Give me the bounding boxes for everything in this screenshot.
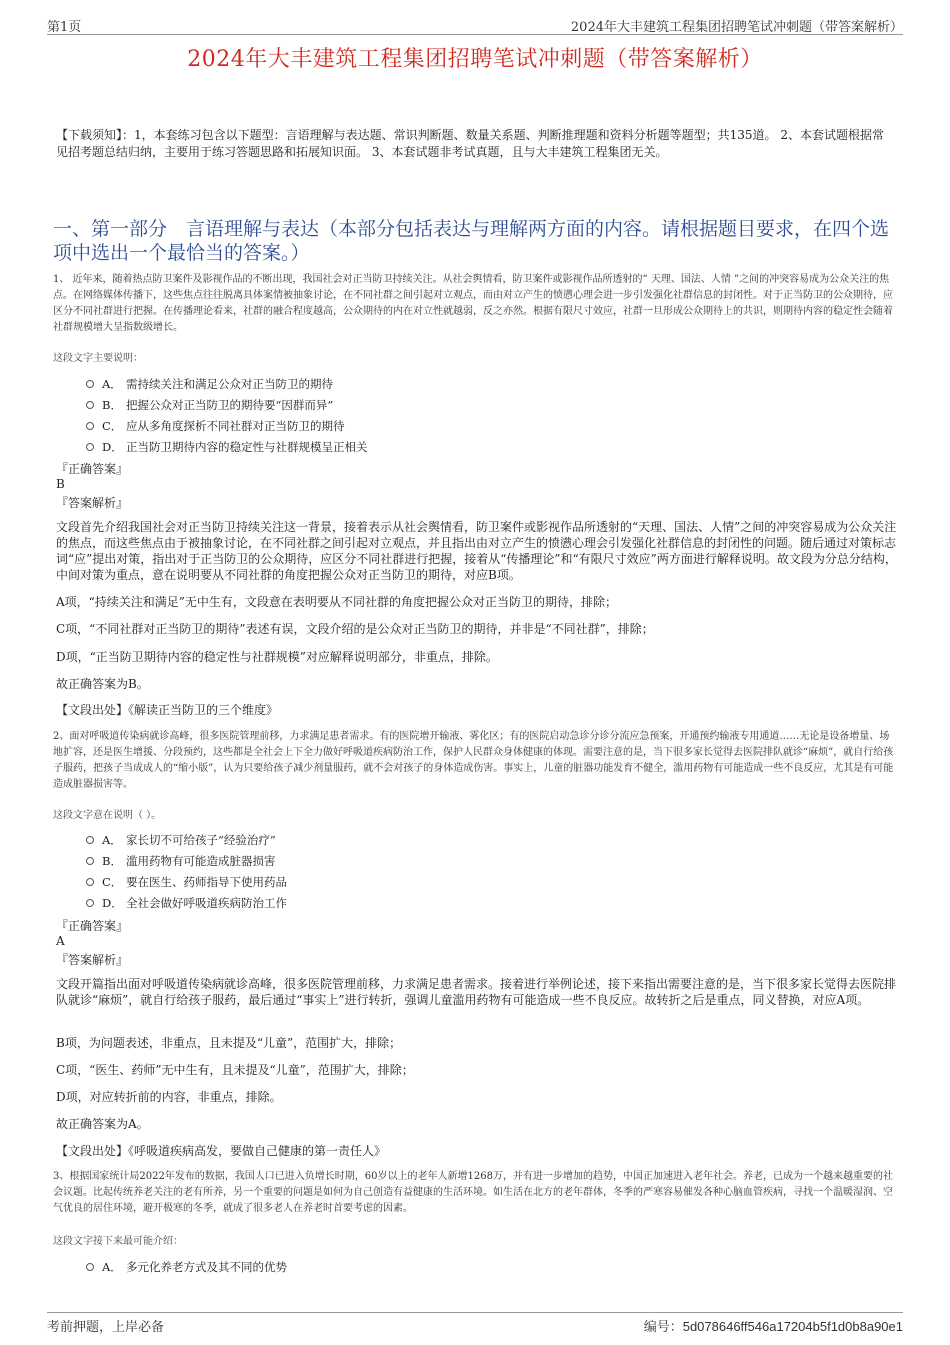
radio-icon[interactable] [86,443,94,451]
header-doc-title: 2024年大丰建筑工程集团招聘笔试冲刺题（带答案解析） [570,20,903,35]
page-header [47,14,903,35]
answer-label: 『正确答案』 [56,919,129,933]
page-footer [47,1312,903,1333]
analysis-line: D项，对应转折前的内容，非重点，排除。 [56,1090,282,1104]
document-code [644,1316,903,1335]
answer-value: A [56,934,65,948]
analysis-label: 『答案解析』 [56,496,129,510]
option-d[interactable]: D． 全社会做好呼吸道疾病防治工作 [86,892,586,913]
page-number: 第1页 [47,20,82,35]
question-3-options [86,1256,586,1277]
analysis-line: C项，“不同社群对正当防卫的期待”表述有误，文段介绍的是公众对正当防卫的期待，并非是“不同社群”，排除； [56,622,654,636]
question-1-hint: 这段文字主要说明： [53,353,143,364]
radio-icon[interactable] [86,422,94,430]
question-3-hint: 这段文字接下来最可能介绍： [53,1236,183,1247]
option-a[interactable]: A． 多元化养老方式及其不同的优势 [86,1256,586,1277]
option-a[interactable]: A． 家长切不可给孩子“经验治疗” [86,829,586,850]
radio-icon[interactable] [86,899,94,907]
question-2-hint: 这段文字意在说明（ ）。 [53,810,162,821]
question-2-text: 2、面对呼吸道传染病就诊高峰，很多医院管理前移，力求满足患者需求。有的医院增开输液、雾化区；有的医院启动急诊分诊分流应急预案，开通预约输液专用通道……无论是设备增量、场地扩容，还是医生增援、分段预约，这些都是全社会上下全力做好呼吸道疾病防治工作，保护人民群众身体健康的体现。需要注意的是，当下很多家长觉得去医院排队就诊“麻烦”，就自行给孩子服药，把孩子当成成人的“缩小版”，认为只要给孩子减少剂量服药，就不会对孩子的身体造成伤害。事实上，儿童的脏器功能发育不健全，滥用药物有可能造成一些不良反应，尤其是有可能造成脏器损害等。 [53,731,894,790]
analysis-line: D项，“正当防卫期待内容的稳定性与社群规模”对应解释说明部分，非重点，排除。 [56,650,498,664]
page-title: 2024年大丰建筑工程集团招聘笔试冲刺题（带答案解析） [187,47,763,72]
analysis-text: 文段首先介绍我国社会对正当防卫持续关注这一背景，接着表示从社会舆情看，防卫案件或影视作品所透射的“天理、国法、人情”之间的冲突容易成为公众关注的焦点，而这些焦点由于被抽象讨论，在不同社群之间引起对立观点，并且指出由对立产生的愤懑心理会引发强化社群信息的封闭性的问题。随后通过对策标志词“应”提出对策，指出对于正当防卫的公众期待，应区分不同社群进行把握，接着从“传播理论”和“有限尺寸效应”两方面进行解释说明。故文段为分总分结构，中间对策为重点，意在说明要从不同社群的角度把握公众对正当防卫的期待，对应B项。 [56,520,897,582]
analysis-line: C项，“医生、药师”无中生有，且未提及“儿童”，范围扩大，排除； [56,1063,414,1077]
answer-label: 『正确答案』 [56,462,129,476]
radio-icon[interactable] [86,380,94,388]
code-label: 编号： [643,1319,683,1334]
radio-icon[interactable] [86,836,94,844]
radio-icon[interactable] [86,857,94,865]
option-d[interactable]: D． 正当防卫期待内容的稳定性与社群规模呈正相关 [86,436,586,457]
footer-slogan: 考前押题，上岸必备 [47,1320,165,1335]
question-2-options [86,829,586,913]
source-line: 【文段出处】《解读正当防卫的三个维度》 [56,703,279,717]
download-notice: 【下载须知】：1，本套练习包含以下题型：言语理解与表达题、常识判断题、数量关系题、判断推理题和资料分析题等题型；共135道。 2、本套试题根据常见招考题总结归纳，主要用于练习答题思路和拓展知识面。 3、本套试题非考试真题，且与大丰建筑工程集团无关。 [56,128,884,159]
option-a[interactable]: A． 需持续关注和满足公众对正当防卫的期待 [86,373,586,394]
option-c[interactable]: C． 应从多角度探析不同社群对正当防卫的期待 [86,415,586,436]
analysis-label: 『答案解析』 [56,953,129,967]
question-1-text: 1、 近年来，随着热点防卫案件及影视作品的不断出现，我国社会对正当防卫持续关注。从社会舆情看，防卫案件或影视作品所透射的“ 天理、国法、人情 ”之间的冲突容易成为公众关注的焦点。在网络媒体传播下，这些焦点往往脱离具体案情被抽象讨论，在不同社群之间引起对立观点，而由对立产生的愤懑心理会进一步引发强化社群信息的封闭性。对于正当防卫的公众期待，应区分不同社群进行把握。在传播理论看来，社群的融合程度越高，公众期待的内在对立性就越弱，反之亦然。根据有限尺寸效应，社群一旦形成公众期待上的共识，则期待内容的稳定性会随着社群规模增大呈指数级增长。 [53,274,893,333]
radio-icon[interactable] [86,401,94,409]
question-1-options [86,373,586,457]
analysis-line: A项，“持续关注和满足”无中生有，文段意在表明要从不同社群的角度把握公众对正当防卫的期待，排除； [56,595,617,609]
question-3-text: 3、根据国家统计局2022年发布的数据，我国人口已进入负增长时期，60岁以上的老年人新增1268万，并有进一步增加的趋势，中国正加速进入老年社会。养老，已成为一个越来越重要的社会议题。比起传统养老关注的老有所养，另一个重要的问题是如何为自己创造有益健康的生活环境。如生活在北方的老年群体，冬季的严寒容易催发各种心脑血管疾病，寻找一个温暖湿润、空气优良的居住环境，避开极寒的冬季，就成了很多老人在养老时首要考虑的因素。 [53,1171,893,1214]
code-value: 5d078646ff546a17204b5f1d0b8a90e1 [682,1319,903,1334]
radio-icon[interactable] [86,878,94,886]
section-title: 一、第一部分 言语理解与表达（本部分包括表达与理解两方面的内容。请根据题目要求，在四个选项中选出一个最恰当的答案。） [53,218,890,264]
option-c[interactable]: C． 要在医生、药师指导下使用药品 [86,871,586,892]
source-line: 【文段出处】《呼吸道疾病高发，要做自己健康的第一责任人》 [56,1144,387,1158]
analysis-text: 文段开篇指出面对呼吸道传染病就诊高峰，很多医院管理前移，力求满足患者需求。接着进行举例论述，接下来指出需要注意的是，当下很多家长觉得去医院排队就诊“麻烦”，就自行给孩子服药，最后通过“事实上”进行转折，强调儿童滥用药物有可能造成一些不良反应。故转折之后是重点，同义替换，对应A项。 [56,977,897,1007]
answer-value: B [56,477,65,491]
analysis-line: B项，为问题表述，非重点，且未提及“儿童”，范围扩大，排除； [56,1036,402,1050]
option-b[interactable]: B． 把握公众对正当防卫的期待要“因群而异” [86,394,586,415]
analysis-line: 故正确答案为A。 [56,1117,149,1131]
analysis-line: 故正确答案为B。 [56,677,149,691]
option-b[interactable]: B． 滥用药物有可能造成脏器损害 [86,850,586,871]
radio-icon[interactable] [86,1263,94,1271]
